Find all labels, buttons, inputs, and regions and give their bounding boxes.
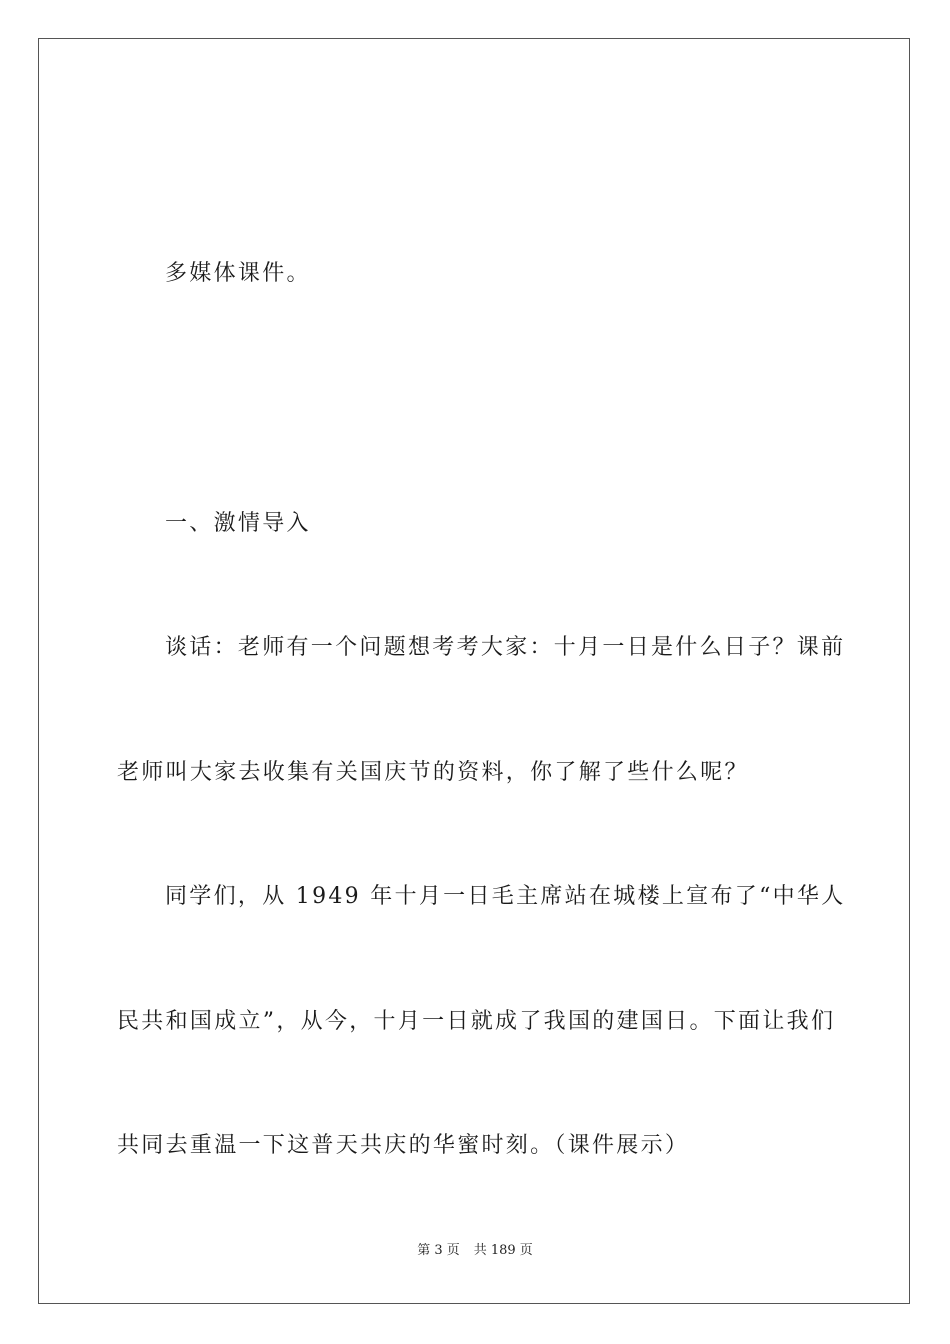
paragraph-dialogue-line-2: 老师叫大家去收集有关国庆节的资料，你了解了些什么呢？ (117, 760, 749, 785)
paragraph-dialogue-line-1: 谈话：老师有一个问题想考考大家：十月一日是什么日子？课前 (165, 635, 846, 660)
paragraph-history-line-2: 民共和国成立”，从今，十月一日就成了我国的建国日。下面让我们 (117, 1009, 836, 1034)
paragraph-materials: 多媒体课件。 (165, 261, 311, 286)
page-total: 共 189 页 (473, 1243, 533, 1258)
paragraph-history-line-3: 共同去重温一下这普天共庆的华蜜时刻。（课件展示） (117, 1133, 690, 1158)
paragraph-history-line-1: 同学们，从 1949 年十月一日毛主席站在城楼上宣布了“中华人 (165, 884, 846, 909)
page-footer (0, 1242, 950, 1260)
section-heading-intro: 一、激情导入 (165, 511, 311, 536)
page-border (38, 38, 910, 1304)
page-number: 第 3 页 (417, 1243, 460, 1258)
